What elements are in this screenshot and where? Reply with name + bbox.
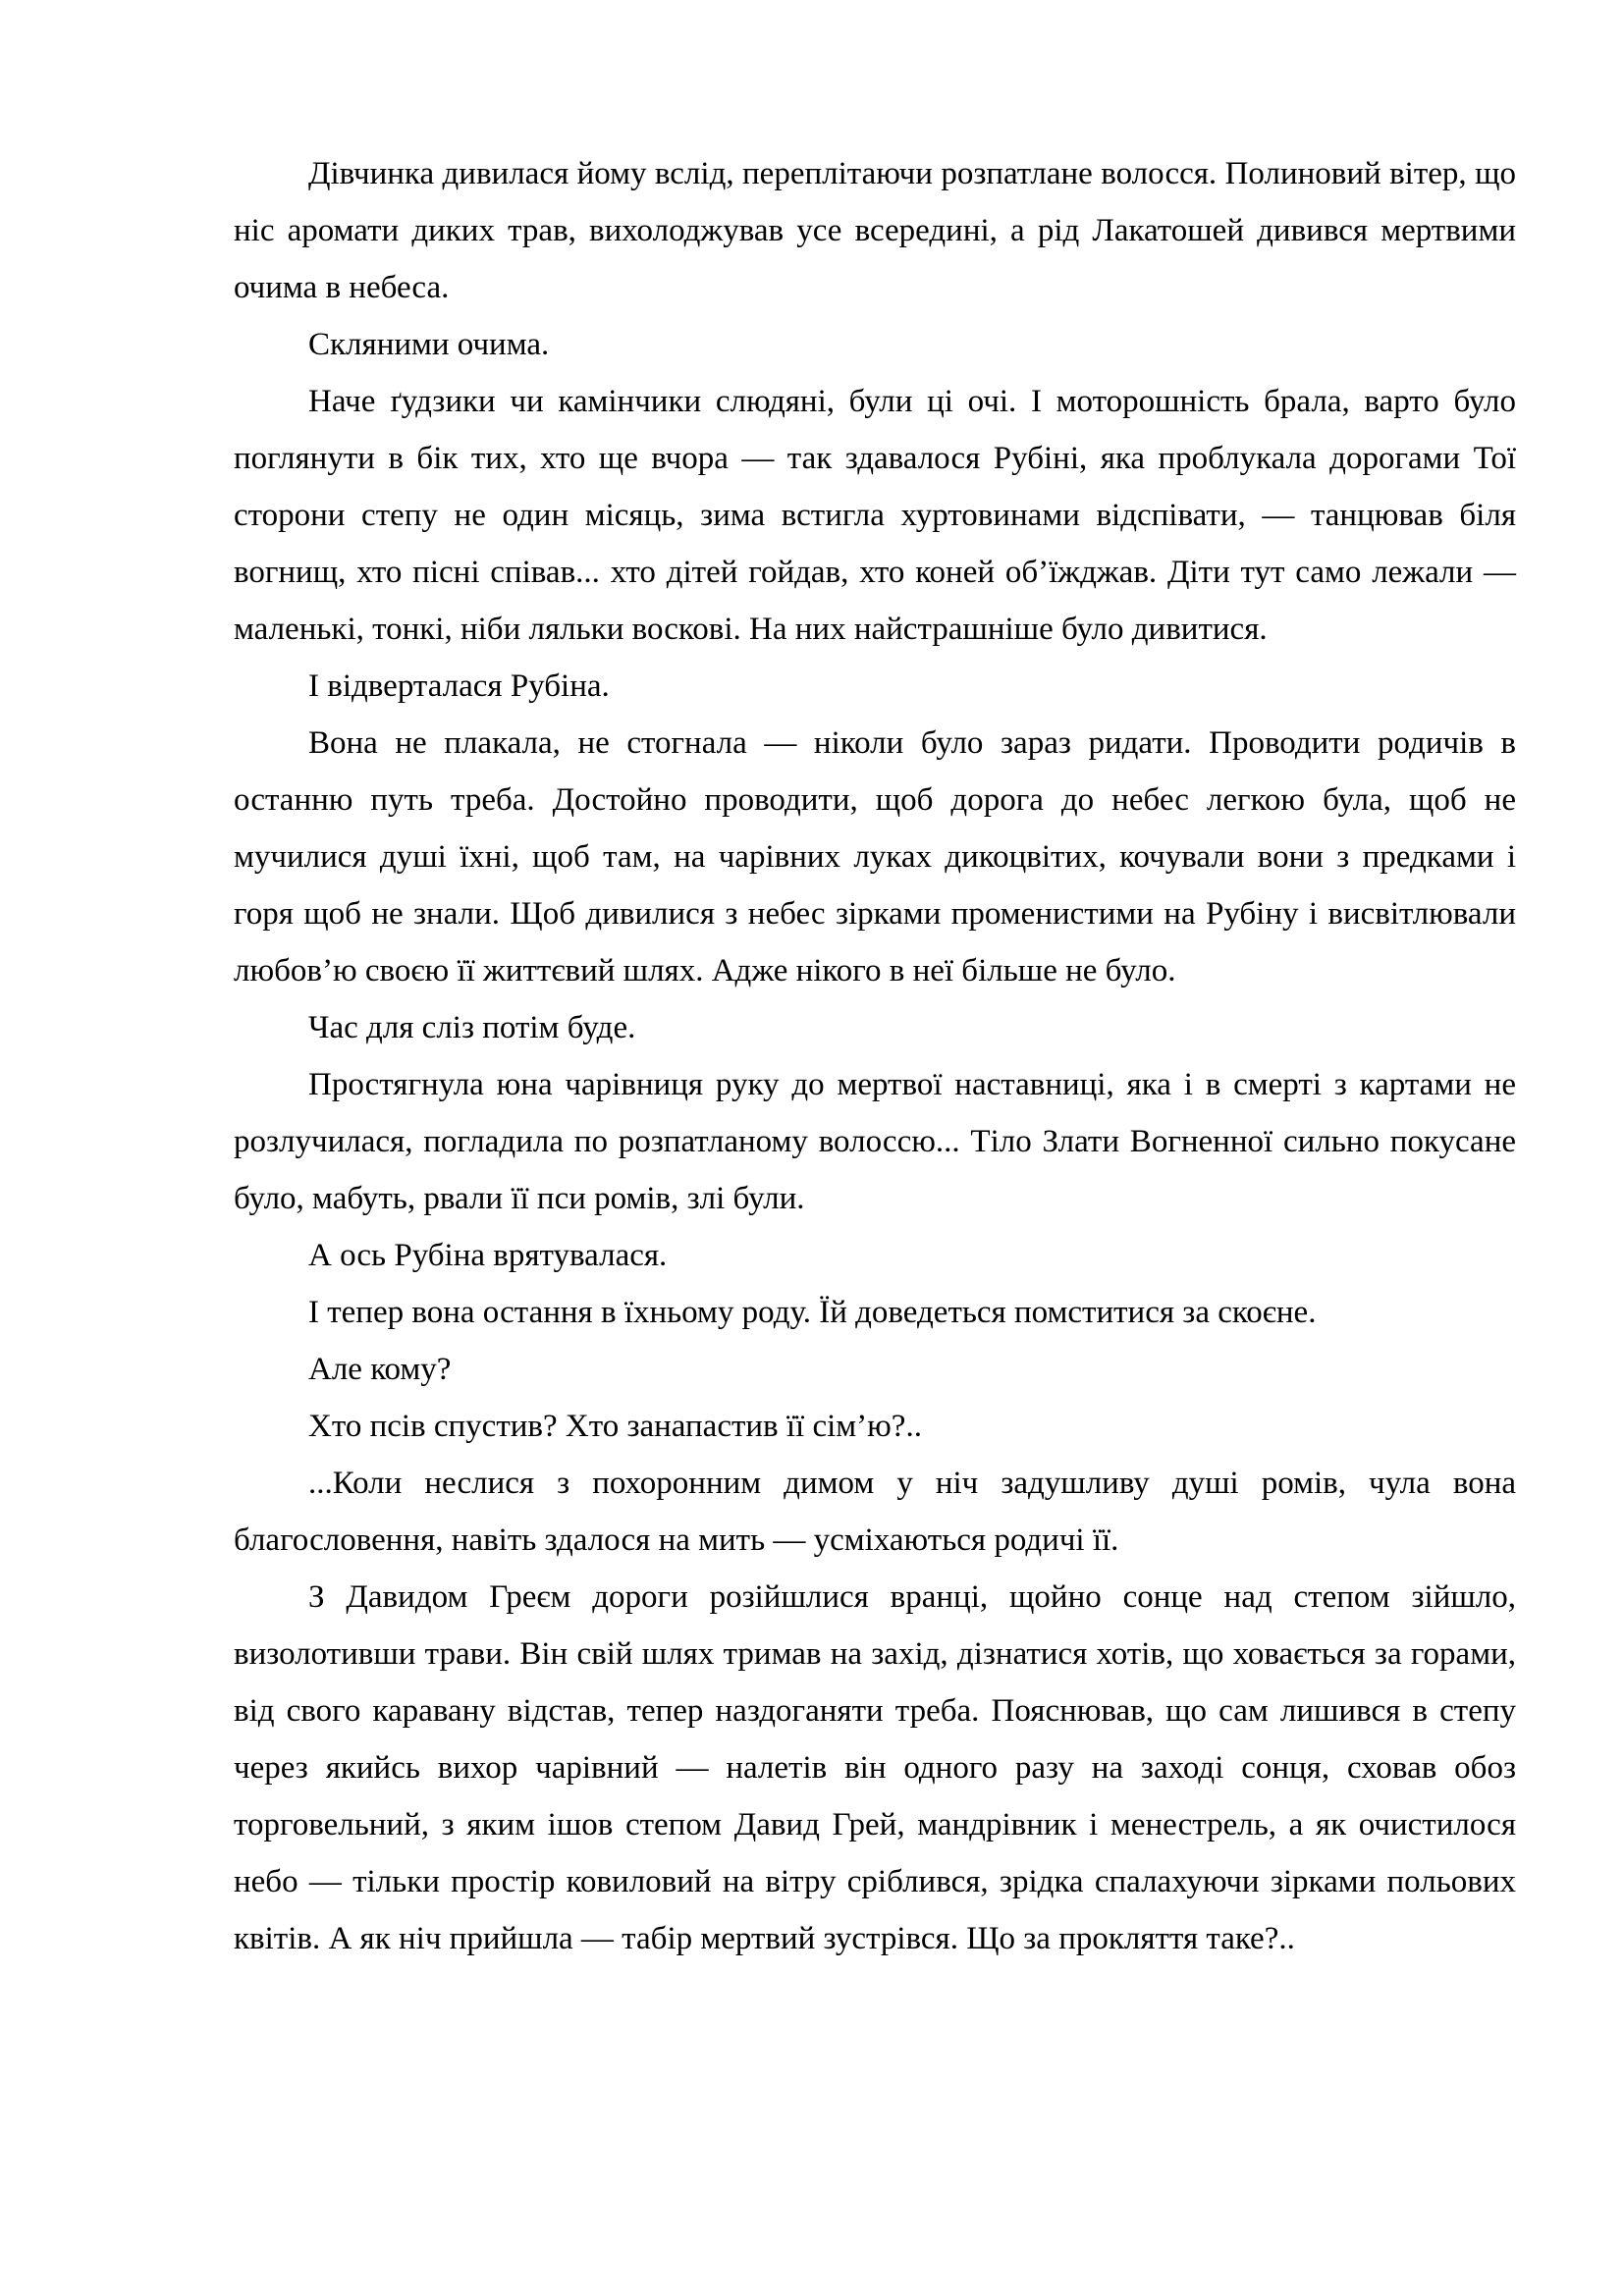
paragraph-3: Наче ґудзики чи камінчики слюдяні, були ці очі. І моторошність брала, варто було поглянути в бік тих, хто ще вчора — так здавалося Рубіні, яка проблукала дорогами Тої сторони степу не один місяць, зима встигла хуртовинами відспівати, — танцював біля вогнищ, хто пісні співав... хто дітей гойдав, хто коней об’їжджав. Діти тут само лежали — маленькі, тонкі, ніби ляльки воскові. На них найстрашніше було дивитися.	[234, 384, 1516, 647]
paragraph-11: Хто псів спустив? Хто занапастив її сім’ю?..	[308, 1409, 922, 1444]
paragraph-7: Простягнула юна чарівниця руку до мертвої наставниці, яка і в смерті з картами не розлучилася, погладила по розпатланому волоссю... Тіло Злати Вогненної сильно покусане було, мабуть, рвали її пси ромів, злі були.	[234, 1067, 1516, 1216]
paragraph-4: І відверталася Рубіна.	[308, 668, 610, 704]
paragraph-13: З Давидом Греєм дороги розійшлися вранці, щойно сонце над степом зійшло, визолотивши трави. Він свій шлях тримав на захід, дізнатися хотів, що ховається за горами, від свого каравану відстав, тепер наздоганяти треба. Пояснював, що сам лишився в степу через якийсь вихор чарівний — налетів він одного разу на заході сонця, сховав обоз торговельний, з яким ішов степом Давид Грей, мандрівник і менестрель, а як очистилося небо — тільки простір ковиловий на вітру сріблився, зрідка спалахуючи зірками польових квітів. А як ніч прийшла — табір мертвий зустрівся. Що за прокляття таке?..	[234, 1579, 1516, 1956]
paragraph-1: Дівчинка дивилася йому вслід, переплітаючи розпатлане волосся. Полиновий вітер, що ніс аромати диких трав, вихолоджував усе всередині, а рід Лакатошей дивився мертвими очима в небеса.	[234, 156, 1516, 305]
paragraph-6: Час для сліз потім буде.	[308, 1010, 636, 1045]
paragraph-10: Але кому?	[308, 1352, 452, 1387]
paragraph-2: Скляними очима.	[308, 327, 550, 362]
paragraph-12: ...Коли неслися з похоронним димом у ніч задушливу душі ромів, чула вона благословення, навіть здалося на мить — усміхаються родичі її.	[234, 1466, 1516, 1558]
paragraph-8: А ось Рубіна врятувалася.	[308, 1238, 668, 1273]
paragraph-5: Вона не плакала, не стогнала — ніколи було зараз ридати. Проводити родичів в останню путь треба. Достойно проводити, щоб дорога до небес легкою була, щоб не мучилися душі їхні, щоб там, на чарівних луках дикоцвітих, кочували вони з предками і горя щоб не знали. Щоб дивилися з небес зірками променистими на Рубіну і висвітлювали любов’ю своєю її життєвий шлях. Адже нікого в неї більше не було.	[234, 725, 1516, 988]
document-page	[234, 145, 1516, 1967]
paragraph-9: І тепер вона остання в їхньому роду. Їй доведеться помститися за скоєне.	[308, 1295, 1317, 1330]
